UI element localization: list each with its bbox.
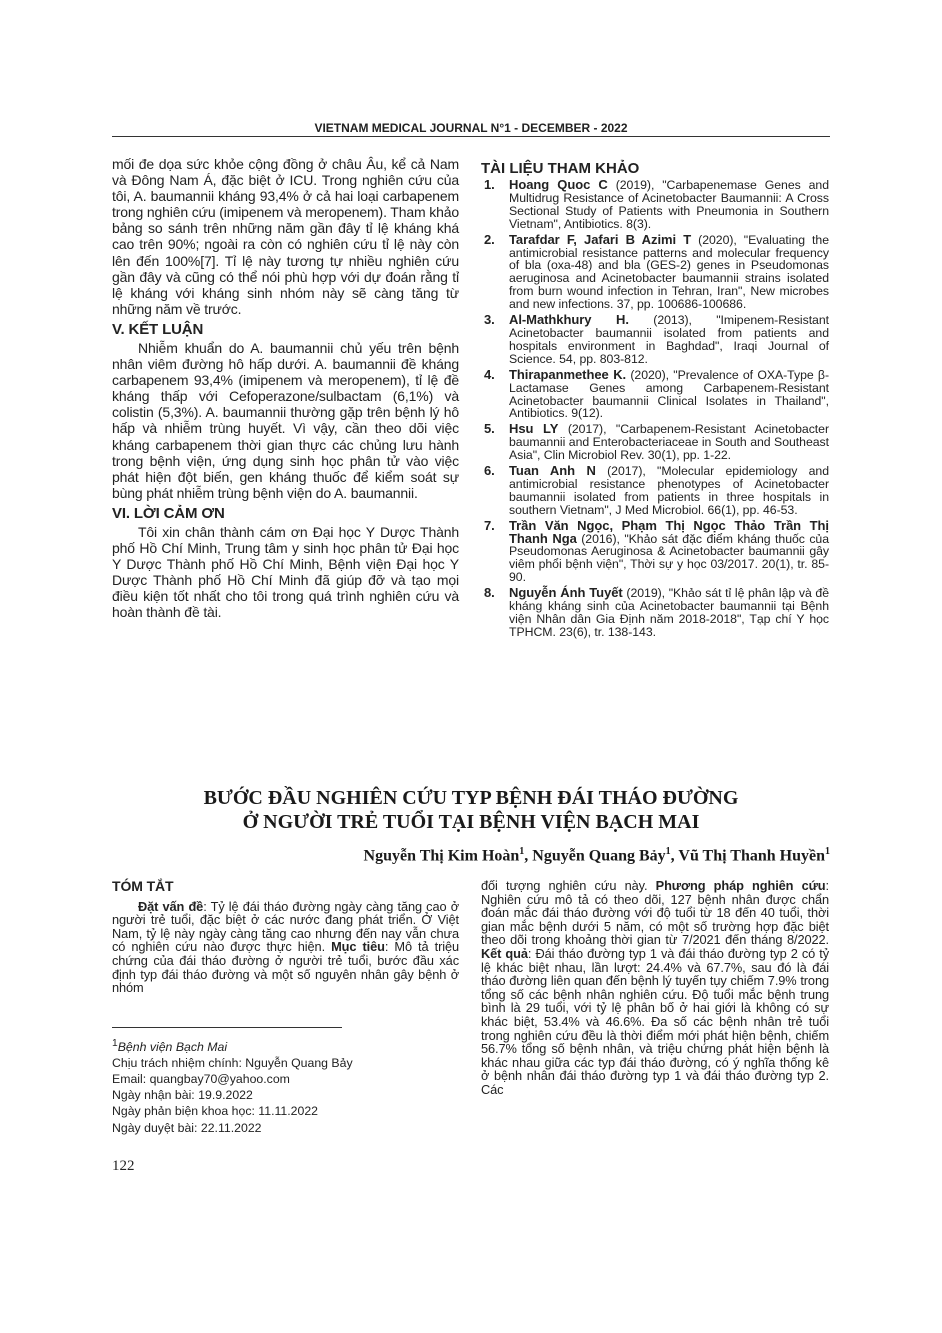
author-name: Vũ Thị Thanh Huyền	[678, 847, 825, 865]
affiliation-mark: 1	[112, 1038, 118, 1049]
author-affiliation-mark: 1	[665, 846, 671, 857]
reference-author: Trần Văn Ngọc, Phạm Thị Ngọc Thảo Trần Thị Thanh Nga	[509, 517, 829, 546]
reference-author: Hsu LY	[509, 421, 559, 437]
discussion-paragraph: mối đe dọa sức khỏe cộng đồng ở châu Âu, kể cả Nam và Đông Nam Á, đặc biệt ở ICU. Trong nghiên cứu của tôi, A. baumannii kháng 93,4% ở cả hai loại carbapenem trong nghiên cứu (imipenem và meropenem). Tham khảo bảng so sánh trên những năm gần đây tỉ lệ kháng khá cao trên 90%; ngoài ra còn có nghiên cứu tỉ lệ này còn lên đến 100%[7]. Tỉ lệ này tương tự nhiều nghiên cứu gần đây và cũng có thể nói phù hợp với dự đoán rằng tỉ lệ kháng với kháng sinh nhóm này sẽ càng tăng từ những năm về trước.	[112, 156, 459, 317]
running-header: VIETNAM MEDICAL JOURNAL N°1 - DECEMBER - 2022	[314, 121, 628, 135]
reference-author: Thirapanmethee K.	[509, 366, 627, 382]
abstract-label: Phương pháp nghiên cứu	[655, 878, 826, 893]
abstract-heading: TÓM TẮT	[112, 878, 174, 894]
abstract-text: : Mô tả triệu chứng của đái tháo đường ở người trẻ tuổi, bước đầu xác định typ đái tháo đường và một số nguyên nhân gây bệnh ở nhóm	[112, 939, 460, 996]
abstract-paragraph-continued	[481, 879, 829, 1097]
reference-item	[481, 231, 829, 312]
reference-item	[481, 179, 829, 231]
references-column	[481, 160, 829, 642]
author-separator: ,	[670, 847, 679, 865]
author-affiliation-mark: 1	[519, 846, 525, 857]
footnotes	[112, 1036, 442, 1136]
footnote-received-date: Ngày nhận bài: 19.9.2022	[112, 1088, 253, 1103]
reference-text: (2017), "Molecular epidemiology and antimicrobial resistance phenotypes of Acinetobacter baumannii isolated from patients in three hospitals in southern Vietnam", J Med Microbiol. 66(1), pp. 46-53.	[509, 464, 829, 517]
reference-number: 8.	[484, 585, 495, 601]
author-name: Nguyễn Quang Bảy	[532, 847, 666, 865]
reference-list	[481, 179, 829, 639]
article-title	[112, 786, 830, 834]
reference-item	[481, 587, 829, 639]
author-name: Nguyễn Thị Kim Hoàn	[363, 847, 520, 865]
reference-item	[481, 366, 829, 421]
author-separator: ,	[524, 847, 533, 865]
reference-author: Tarafdar F, Jafari B Azimi T	[509, 231, 692, 247]
abstract-text: : Nghiên cứu mô tả có theo dõi, 127 bệnh nhân được chẩn đoán mắc đái tháo đường với độ tuổi từ 18 đến 40 tuổi, thời gian mắc bệnh dưới 5 năm, có một số trường hợp đặc biệt theo dõi trong khoảng thời gian từ 7/2021 đến tháng 8/2022.	[481, 878, 829, 948]
conclusion-paragraph: Nhiễm khuẩn do A. baumannii chủ yếu trên bệnh nhân viêm đường hô hấp dưới. A. baumannii đề kháng carbapenem 93,4% (imipenem và meropenem), tỉ lệ đề kháng thấp với Cefoperazone/sulbactam (6,1%) và colistin (5,3%). A. baumannii thường gặp trên bệnh lý hô hấp và nhiễm trùng huyết. Vì vậy, cần theo dõi việc kháng carbapenem thời gian thực các chủng lưu hành trong bệnh viện, ứng dụng sinh học phân tử vào việc phát hiện đột biến, gen kháng thuốc để kiểm soát sự bùng phát nhiễm trùng bệnh viện do A. baumannii.	[112, 339, 459, 501]
page-number: 122	[112, 1158, 135, 1174]
reference-item	[481, 314, 829, 366]
footnote-review-date: Ngày phản biện khoa học: 11.11.2022	[112, 1104, 319, 1119]
author-affiliation-mark: 1	[825, 846, 830, 857]
reference-number: 6.	[484, 463, 495, 479]
reference-number: 5.	[484, 421, 495, 437]
reference-number: 2.	[484, 231, 495, 247]
footnote-rule	[112, 1027, 342, 1028]
footnote-affiliation	[112, 1036, 442, 1055]
reference-author: Hoang Quoc C	[509, 177, 608, 192]
article-title-line-2: Ở NGƯỜI TRẺ TUỔI TẠI BỆNH VIỆN BẠCH MAI	[242, 811, 700, 833]
footnote-email: Email: quangbay70@yahoo.com	[112, 1072, 290, 1087]
reference-text: (2016), "Khảo sát đặc điểm kháng thuốc của Pseudomonas Aeruginosa & Acinetobacter baumannii gây viêm phổi bệnh viện", Thời sự y học 03/2017. 20(1), tr. 85-90.	[509, 531, 830, 585]
reference-author: Tuan Anh N	[509, 463, 596, 479]
reference-item	[481, 517, 830, 585]
abstract-text: : Tỷ lệ đái tháo đường ngày càng tăng cao ở người trẻ tuổi, đặc biệt ở các nước đang phát triển. Ở Việt Nam, tỷ lệ này ngày càng tăng cao nhưng đến nay vẫn chưa có nghiên cứu nào được thực hiện.	[112, 898, 459, 955]
abstract-text: : Đái tháo đường typ 1 và đái tháo đường typ 2 có tỷ lệ khác biệt nhau, lần lượt: 24.4% và 67.7%, sau đó là đái tháo đường liên quan đến bệnh lý tuyến tụy chiếm 7.9% trong tổng số các bệnh nhân nghiên cứu. Độ tuổi mắc bệnh trung bình là 29 tuổi, với tỷ lệ phân bố ở hai giới là không có sự khác biệt, 53.4% và 46.6%. Đa số các bệnh nhân trẻ tuổi trong nghiên cứu đều là thời điểm mới phát hiện bệnh, chiếm 56.7% tổng số bệnh nhân, và triệu chứng phát hiện bệnh là khác nhau giữa các typ đái tháo đường, có ý nghĩa thống kê ở bệnh nhân đái tháo đường typ 1 và đái tháo đường typ 2. Các	[481, 945, 829, 1097]
reference-text: (2019), "Carbapenemase Genes and Multidrug Resistance of Acinetobacter Baumannii: A Cross Sectional Study of Patients with Pneumonia in Southern Vietnam", Antibiotics. 8(3).	[509, 178, 829, 231]
reference-number: 7.	[484, 517, 495, 533]
reference-item	[481, 423, 829, 462]
header-rule	[112, 136, 830, 137]
left-column	[112, 156, 459, 620]
reference-text: (2017), "Carbapenem-Resistant Acinetobacter baumannii and Enterobacteriaceae in South and Southeast Asia", Clin Microbiol Rev. 30(1), pp. 1-22.	[509, 422, 829, 463]
footnote-corresponding-author: Chịu trách nhiệm chính: Nguyễn Quang Bảy	[112, 1056, 353, 1071]
abstract-paragraph	[112, 900, 459, 995]
reference-number: 4.	[484, 366, 495, 382]
reference-text: (2019), "Khảo sát tỉ lệ phân lập và đề kháng kháng sinh của Acinetobacter baumannii tại Bệnh viện Nhân dân Gia Định năm 2018-2018", Tạp chí Y học TPHCM. 23(6), tr. 138-143.	[509, 586, 829, 639]
acknowledgement-paragraph: Tôi xin chân thành cám ơn Đại học Y Dược Thành phố Hồ Chí Minh, Trung tâm y sinh học phân tử Đại học Y Dược Thành phố Hồ Chí Minh, Bệnh viện Đại học Y Dược Thành phố Hồ Chí Minh đã giúp đỡ và tạo mọi điều kiện tốt nhất cho tôi trong quá trình nghiên cứu và hoàn thành đề tài.	[112, 523, 459, 621]
abstract-left-column	[112, 880, 459, 995]
reference-text: (2020), "Evaluating the antimicrobial resistance patterns and molecular frequency of bla (oxa-48) and bla (GES-2) genes in Pseudomonas aeruginosa and Acinetobacter baumannii strains isolated from burn wound infection in Tehran, Iran", New microbes and new infections. 37, pp. 100686-100686.	[509, 232, 829, 312]
article-title-line-1: BƯỚC ĐẦU NGHIÊN CỨU TYP BỆNH ĐÁI THÁO ĐƯỜNG	[203, 787, 739, 809]
author-list	[364, 846, 830, 865]
abstract-label: Đặt vấn đề	[138, 898, 204, 914]
reference-number: 3.	[484, 312, 495, 328]
reference-author: Al-Mathkhury H.	[509, 312, 629, 328]
conclusion-heading: V. KẾT LUẬN	[112, 320, 204, 338]
reference-number: 1.	[484, 177, 495, 192]
affiliation-name: Bệnh viện Bạch Mai	[117, 1040, 228, 1055]
reference-author: Nguyễn Ánh Tuyết	[509, 585, 623, 601]
abstract-right-column	[481, 879, 829, 1097]
abstract-label: Kết quả	[481, 945, 528, 961]
reference-item	[481, 465, 829, 517]
references-heading: TÀI LIỆU THAM KHẢO	[481, 160, 640, 177]
reference-text: (2020), "Prevalence of OXA-Type β-Lactamase Genes among Carbapenem-Resistant Acinetobacter baumannii Clinical Isolates in Thailand", Antibiotics. 9(12).	[509, 367, 829, 421]
abstract-label: Mục tiêu	[331, 939, 385, 955]
footnote-accepted-date: Ngày duyệt bài: 22.11.2022	[112, 1120, 262, 1135]
abstract-text: đối tượng nghiên cứu này.	[481, 878, 656, 893]
acknowledgement-heading: VI. LỜI CẢM ƠN	[112, 504, 225, 522]
reference-text: (2013), "Imipenem-Resistant Acinetobacter baumannii isolated from patients and hospitals environment in Baghdad", Iraqi Journal of Science. 54, pp. 803-812.	[509, 313, 830, 366]
